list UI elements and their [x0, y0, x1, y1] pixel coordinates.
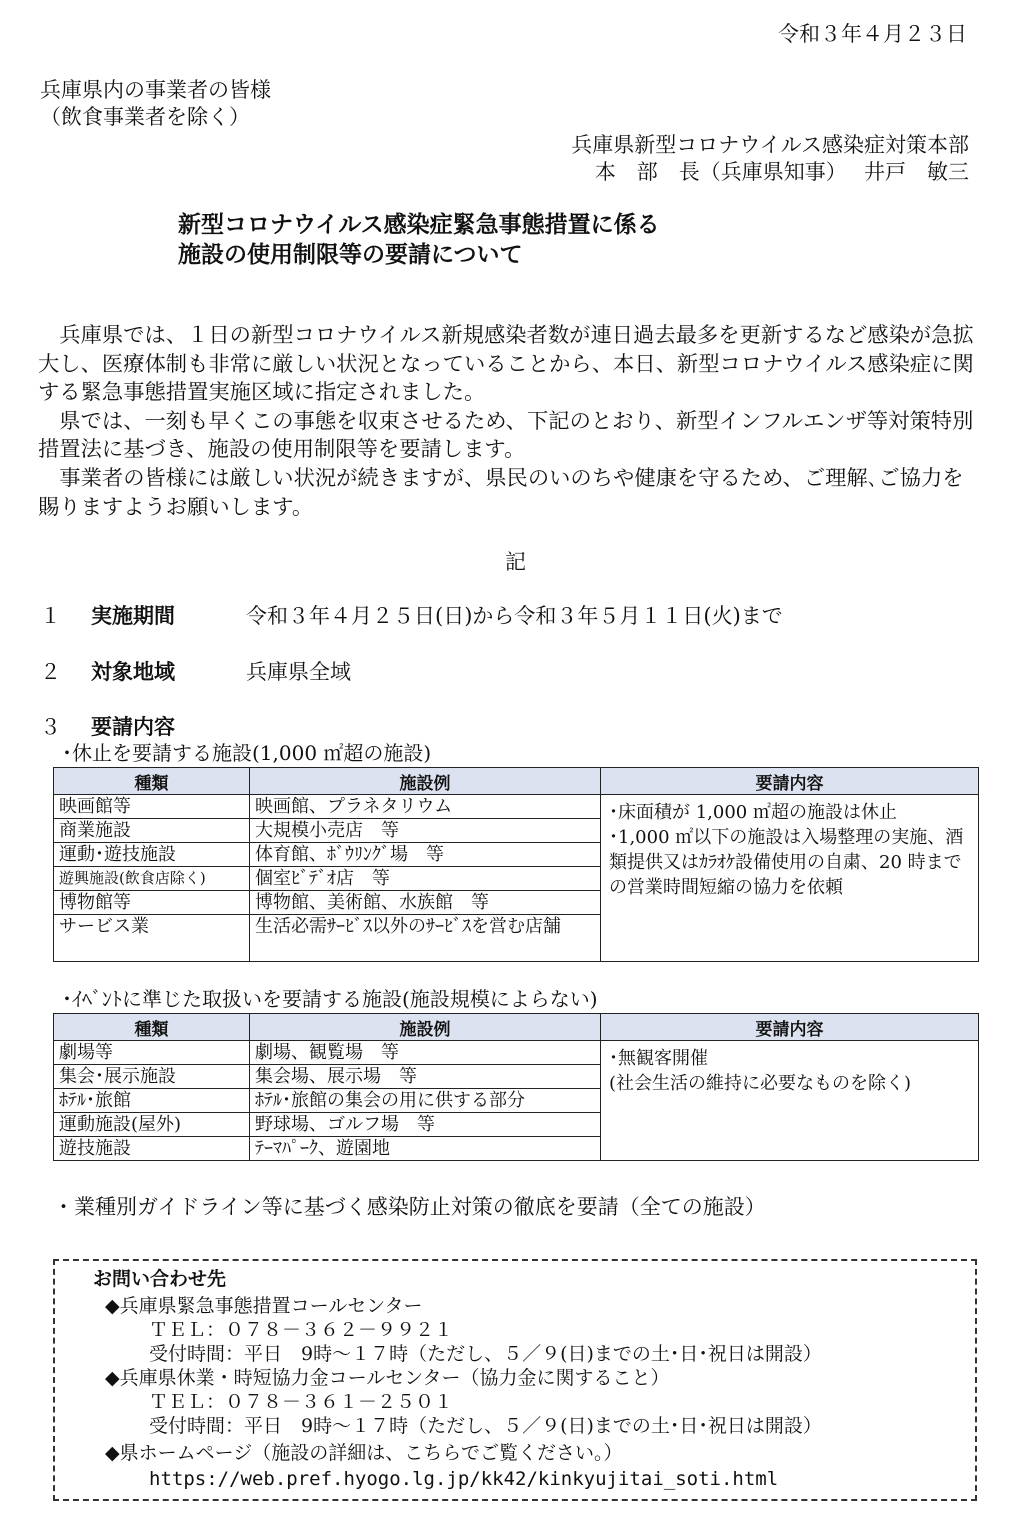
facility-examples: 劇場、観覧場 等	[250, 1041, 601, 1065]
section-number: ２	[40, 660, 61, 684]
table-header-row	[54, 1014, 979, 1041]
column-header-examples: 施設例	[250, 1014, 601, 1041]
section-number: １	[40, 604, 61, 628]
sender-name: 本 部 長（兵庫県知事） 井戸 敏三	[594, 160, 969, 184]
facility-type: 商業施設	[54, 819, 250, 843]
section-label: 対象地域	[91, 660, 175, 684]
facility-examples: 野球場、ゴルフ場 等	[250, 1113, 601, 1137]
table-row	[54, 1041, 979, 1065]
table2-caption: ･ｲﾍﾞﾝﾄに準じた取扱いを要請する施設(施設規模によらない)	[62, 987, 598, 1011]
facility-type: サービス業	[54, 915, 250, 962]
facility-type: 集会･展示施設	[54, 1065, 250, 1089]
call-center-1-name: ◆兵庫県緊急事態措置コールセンター	[105, 1295, 423, 1317]
facility-examples: ﾃｰﾏﾊﾟｰｸ、遊園地	[250, 1137, 601, 1161]
request-item: (社会生活の維持に必要なものを除く)	[609, 1073, 912, 1094]
facility-type: 映画館等	[54, 795, 250, 819]
request-item: ･1,000 ㎡以下の施設は入場整理の実施、酒類提供又はｶﾗｵｹ設備使用の自粛、20 時までの営業時間短縮の協力を依頼	[609, 827, 964, 898]
document-title-line-2: 施設の使用制限等の要請について	[178, 242, 523, 268]
body-paragraphs	[38, 322, 983, 522]
section-request	[40, 713, 940, 741]
event-facilities-table	[53, 1013, 979, 1161]
call-center-2-name: ◆兵庫県休業・時短協力金コールセンター（協力金に関すること）	[105, 1367, 670, 1389]
facility-examples: 大規模小売店 等	[250, 819, 601, 843]
section-value: 兵庫県全域	[246, 660, 351, 684]
request-content	[601, 1041, 979, 1161]
section-label: 要請内容	[91, 715, 175, 739]
call-center-2-tel[interactable]: ＴＥＬ：０７８－３６１－２５０１	[149, 1391, 454, 1413]
facility-examples: 体育館、ﾎﾞｳﾘﾝｸﾞ場 等	[250, 843, 601, 867]
column-header-examples: 施設例	[250, 768, 601, 795]
section-label: 実施期間	[91, 604, 175, 628]
request-item: ･無観客開催	[609, 1048, 708, 1069]
addressee-line-1: 兵庫県内の事業者の皆様	[40, 78, 271, 102]
request-content	[601, 795, 979, 962]
facility-type: ﾎﾃﾙ･旅館	[54, 1089, 250, 1113]
column-header-type: 種類	[54, 1014, 250, 1041]
facility-examples: 映画館、プラネタリウム	[250, 795, 601, 819]
contact-heading: お問い合わせ先	[93, 1268, 227, 1290]
facility-examples: 個室ﾋﾞﾃﾞｵ店 等	[250, 867, 601, 891]
column-header-request: 要請内容	[601, 1014, 979, 1041]
request-item: ･床面積が 1,000 ㎡超の施設は休止	[609, 802, 897, 823]
homepage-link[interactable]: https://web.pref.hyogo.lg.jp/kk42/kinkyujitai_soti.html	[149, 1468, 779, 1490]
ki-heading: 記	[505, 550, 526, 574]
facility-type: 博物館等	[54, 891, 250, 915]
addressee-line-2: （飲食事業者を除く）	[40, 105, 250, 129]
column-header-type: 種類	[54, 768, 250, 795]
document-title-line-1: 新型コロナウイルス感染症緊急事態措置に係る	[178, 212, 660, 238]
facility-type: 運動施設(屋外)	[54, 1113, 250, 1137]
document-date: 令和３年４月２３日	[778, 22, 967, 46]
section-area	[40, 658, 940, 686]
closure-facilities-table	[53, 767, 979, 962]
column-header-request: 要請内容	[601, 768, 979, 795]
call-center-1-tel[interactable]: ＴＥＬ：０７８－３６２－９９２１	[149, 1319, 454, 1341]
call-center-1-hours: 受付時間：平日 9時～１７時（ただし、５／９(日)までの土･日･祝日は開設）	[149, 1343, 822, 1365]
facility-examples: 生活必需ｻｰﾋﾞｽ以外のｻｰﾋﾞｽを営む店舗	[250, 915, 601, 962]
section-number: ３	[40, 715, 61, 739]
call-center-2-hours: 受付時間：平日 9時～１７時（ただし、５／９(日)までの土･日･祝日は開設）	[149, 1415, 822, 1437]
table-header-row	[54, 768, 979, 795]
facility-type: 運動･遊技施設	[54, 843, 250, 867]
facility-examples: ﾎﾃﾙ･旅館の集会の用に供する部分	[250, 1089, 601, 1113]
body-paragraph-3: 事業者の皆様には厳しい状況が続きますが、県民のいのちや健康を守るため、ご理解､ご協力を賜りますようお願いします。	[38, 465, 964, 520]
facility-examples: 集会場、展示場 等	[250, 1065, 601, 1089]
facility-type: 遊技施設	[54, 1137, 250, 1161]
body-paragraph-1: 兵庫県では、１日の新型コロナウイルス新規感染者数が連日過去最多を更新するなど感染が急拡大し、医療体制も非常に厳しい状況となっていることから、本日、新型コロナウイルス感染症に関する緊急事態措置実施区域に指定されました。	[38, 323, 974, 406]
table1-caption: ･休止を要請する施設(1,000 ㎡超の施設)	[62, 741, 432, 765]
contact-box	[53, 1259, 977, 1501]
facility-type: 遊興施設(飲食店除く)	[54, 867, 250, 891]
section-period	[40, 602, 940, 630]
body-paragraph-2: 県では、一刻も早くこの事態を収束させるため、下記のとおり、新型インフルエンザ等対策特別措置法に基づき、施設の使用制限等を要請します。	[38, 408, 974, 463]
table-row	[54, 795, 979, 819]
guideline-note: ・業種別ガイドライン等に基づく感染防止対策の徹底を要請（全ての施設）	[53, 1195, 766, 1219]
facility-examples: 博物館、美術館、水族館 等	[250, 891, 601, 915]
sender-organization: 兵庫県新型コロナウイルス感染症対策本部	[571, 133, 969, 157]
facility-type: 劇場等	[54, 1041, 250, 1065]
section-value: 令和３年４月２５日(日)から令和３年５月１１日(火)まで	[246, 604, 783, 628]
homepage-label: ◆県ホームページ（施設の詳細は、こちらでご覧ください。）	[105, 1442, 623, 1464]
